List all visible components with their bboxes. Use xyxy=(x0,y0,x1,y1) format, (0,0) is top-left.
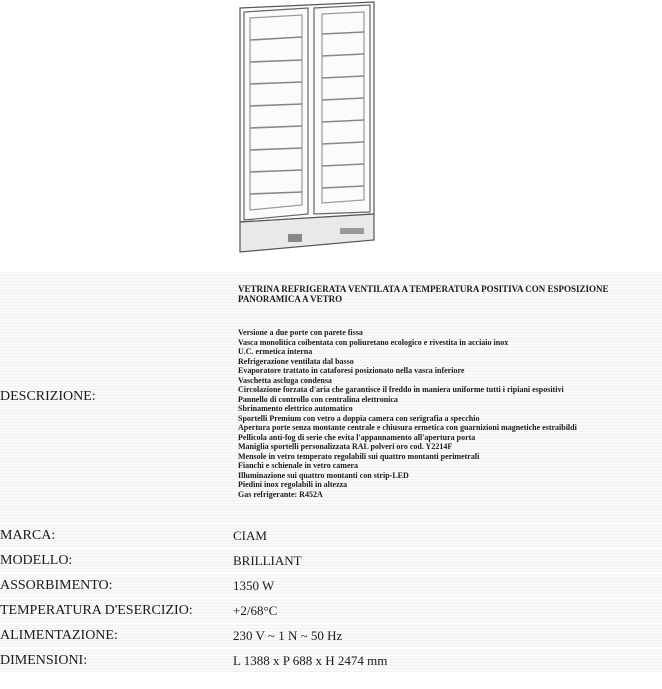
spec-value: L 1388 x P 688 x H 2474 mm xyxy=(233,652,388,668)
description-item: Fianchi e schienale in vetro camera xyxy=(238,461,359,470)
cabinet-outline xyxy=(240,2,374,222)
description-item: Versione a due porte con parete fissa xyxy=(238,328,363,337)
spec-value: 230 V ~ 1 N ~ 50 Hz xyxy=(233,627,343,643)
description-item: Apertura porte senza montante centrale e chiusura ermetica con guarnizioni magnetiche estraibildi xyxy=(238,423,577,432)
spec-label: MARCA: xyxy=(0,527,56,543)
spec-label: DESCRIZIONE: xyxy=(0,389,96,404)
spec-row-alimentazione xyxy=(0,624,662,647)
description-item: U.C. ermetica interna xyxy=(238,347,313,356)
description-item: Gas refrigerante: R452A xyxy=(238,489,323,499)
spec-label: DIMENSIONI: xyxy=(0,652,88,668)
description-item: Vaschetta ascluga condensa xyxy=(238,375,332,385)
description-item: Circolazione forzata d'aria che garantisce il freddo in maniera uniforme tutti i ripiani espositivi xyxy=(238,385,564,394)
spec-label: ASSORBIMENTO: xyxy=(0,577,113,593)
spec-row-descrizione xyxy=(0,272,662,522)
description-list xyxy=(238,328,662,499)
description-item: Evaporatore trattato in cataforesi posizionato nella vasca inferiore xyxy=(238,366,465,375)
spec-row-temperatura xyxy=(0,599,662,622)
spec-label: MODELLO: xyxy=(0,552,73,568)
spec-label: ALIMENTAZIONE: xyxy=(0,627,118,643)
spec-value: 1350 W xyxy=(233,577,275,593)
spec-row-assorbimento xyxy=(0,574,662,597)
description-item: Sportelli Premium con vetro a doppia camera con serigrafia a specchio xyxy=(238,413,480,423)
description-item: Pellicola anti-fog di serie che evita l'appannamento all'apertura porta xyxy=(238,432,476,442)
spec-value: CIAM xyxy=(233,527,267,543)
spec-table xyxy=(0,272,662,672)
description-title: VETRINA REFRIGERATA VENTILATA A TEMPERATURA POSITIVA CON ESPOSIZIONE PANORAMICA A VETRO xyxy=(238,284,609,304)
product-image xyxy=(222,0,392,265)
spec-row-modello xyxy=(0,549,662,572)
description-item: Piedini inox regolabili in altezza xyxy=(238,480,348,489)
description-item: Maniglia sportelli personalizzata RAL polveri oro cod. Y2214F xyxy=(238,442,453,451)
spec-row-marca xyxy=(0,524,662,547)
description-item: Mensole in vetro temperato regolabili sui quattro montanti perimetrali xyxy=(238,451,480,461)
description-item: Sbrinamento elettrico automatico xyxy=(238,404,353,413)
spec-value: +2/68°C xyxy=(233,602,278,618)
spec-row-dimensioni xyxy=(0,649,662,672)
spec-value: BRILLIANT xyxy=(233,552,302,568)
description-item: Vasca monolitica coibentata con poliuretano ecologico e rivestita in acciaio inox xyxy=(238,337,509,347)
description-item: Pannello di controllo con centralina elettronica xyxy=(238,394,398,404)
spec-label: TEMPERATURA D'ESERCIZIO: xyxy=(0,602,193,618)
description-item: Illuminazione sui quattro montanti con strip-LED xyxy=(238,470,409,480)
description-item: Refrigerazione ventilata dal basso xyxy=(238,356,354,366)
